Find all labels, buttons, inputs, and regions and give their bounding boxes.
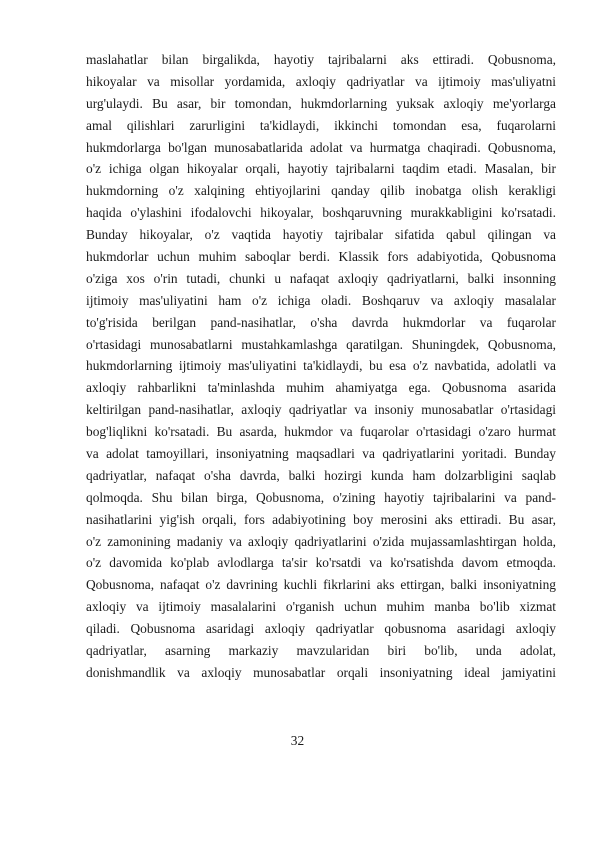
text-line: donishmandlik va axloqiy munosabatlar orqali insoniyatning ideal jamiyatini [86, 664, 556, 680]
text-line: Bunday hikoyalar, o'z vaqtida hayotiy tajribalar sifatida qabul qilingan va [86, 227, 556, 243]
text-line: Qobusnoma, nafaqat o'z davrining kuchli fikrlarini aks ettirgan, balki insoniyatning [86, 577, 556, 593]
text-line: urg'ulaydi. Bu asar, bir tomondan, hukmdorlarning yuksak axloqiy me'yorlarga [86, 95, 556, 111]
text-line: o'z zamonining madaniy va axloqiy qadriyatlarini o'zida mujassamlashtirgan holda, [86, 533, 556, 549]
document-body [86, 49, 556, 684]
text-line: amal qilishlari zarurligini ta'kidlaydi, ikkinchi tomondan esa, fuqarolarni [86, 117, 556, 133]
text-line: keltirilgan pand-nasihatlar, axloqiy qadriyatlar va insoniy munosabatlar o'rtasidagi [86, 402, 556, 418]
text-line: qadriyatlar, nafaqat o'sha davrda, balki hozirgi kunda ham dolzarbligini saqlab [86, 467, 556, 483]
text-line: hikoyalar va misollar yordamida, axloqiy qadriyatlar va ijtimoiy mas'uliyatni [86, 73, 556, 89]
text-line: hukmdorlar uchun muhim saboqlar berdi. Klassik fors adabiyotida, Qobusnoma [86, 249, 556, 265]
text-line: qolmoqda. Shu bilan birga, Qobusnoma, o'zining hayotiy tajribalarini va pand- [86, 489, 556, 505]
text-line: hukmdorlarning ijtimoiy mas'uliyatini ta'kidlaydi, bu esa o'z navbatida, adolatli va [86, 358, 556, 374]
text-line: ijtimoiy mas'uliyatini ham o'z ichiga oladi. Boshqaruv va axloqiy masalalar [86, 292, 556, 308]
text-line: hukmdorning o'z xalqining ehtiyojlarini qanday qilib inobatga olish kerakligi [86, 183, 556, 199]
text-line: haqida o'ylashini ifodalovchi hikoyalar, boshqaruvning murakkabligini ko'rsatadi. [86, 205, 556, 221]
text-line: axloqiy va ijtimoiy masalalarini o'rganish uchun muhim manba bo'lib xizmat [86, 599, 556, 615]
text-line: maslahatlar bilan birgalikda, hayotiy tajribalarni aks ettiradi. Qobusnoma, [86, 52, 556, 67]
text-line: axloqiy rahbarlikni ta'minlashda muhim ahamiyatga ega. Qobusnoma asarida [86, 380, 556, 396]
text-line: va adolat tamoyillari, insoniyatning maqsadlari va qadriyatlarini yoritadi. Bunday [86, 446, 556, 462]
text-line: nasihatlarini yig'ish orqali, fors adabiyotining boy merosini aks ettiradi. Bu asar, [86, 511, 556, 527]
page-number: 32 [290, 733, 305, 748]
text-line: hukmdorlarga bo'lgan munosabatlarida adolat va hurmatga chaqiradi. Qobusnoma, [86, 139, 556, 155]
text-line: qadriyatlar, asarning markaziy mavzularidan biri bo'lib, unda adolat, [86, 643, 556, 659]
text-line: bog'liqlikni ko'rsatadi. Bu asarda, hukmdor va fuqarolar o'rtasidagi o'zaro hurmat [86, 424, 556, 440]
text-line: o'z ichiga olgan hikoyalar orqali, hayotiy tajribalarni taqdim etadi. Masalan, bir [86, 161, 556, 177]
text-line: qiladi. Qobusnoma asaridagi axloqiy qadriyatlar qobusnoma asaridagi axloqiy [86, 621, 556, 637]
text-line: o'ziga xos o'rin tutadi, chunki u nafaqat axloqiy qadriyatlarni, balki insonning [86, 270, 556, 286]
text-line: to'g'risida berilgan pand-nasihatlar, o'sha davrda hukmdorlar va fuqarolar [86, 314, 556, 330]
text-line: o'rtasidagi munosabatlarni mustahkamlashga qaratilgan. Shuningdek, Qobusnoma, [86, 336, 556, 352]
text-line: o'z davomida ko'plab avlodlarga ta'sir ko'rsatdi va ko'rsatishda davom etmoqda. [86, 555, 556, 571]
